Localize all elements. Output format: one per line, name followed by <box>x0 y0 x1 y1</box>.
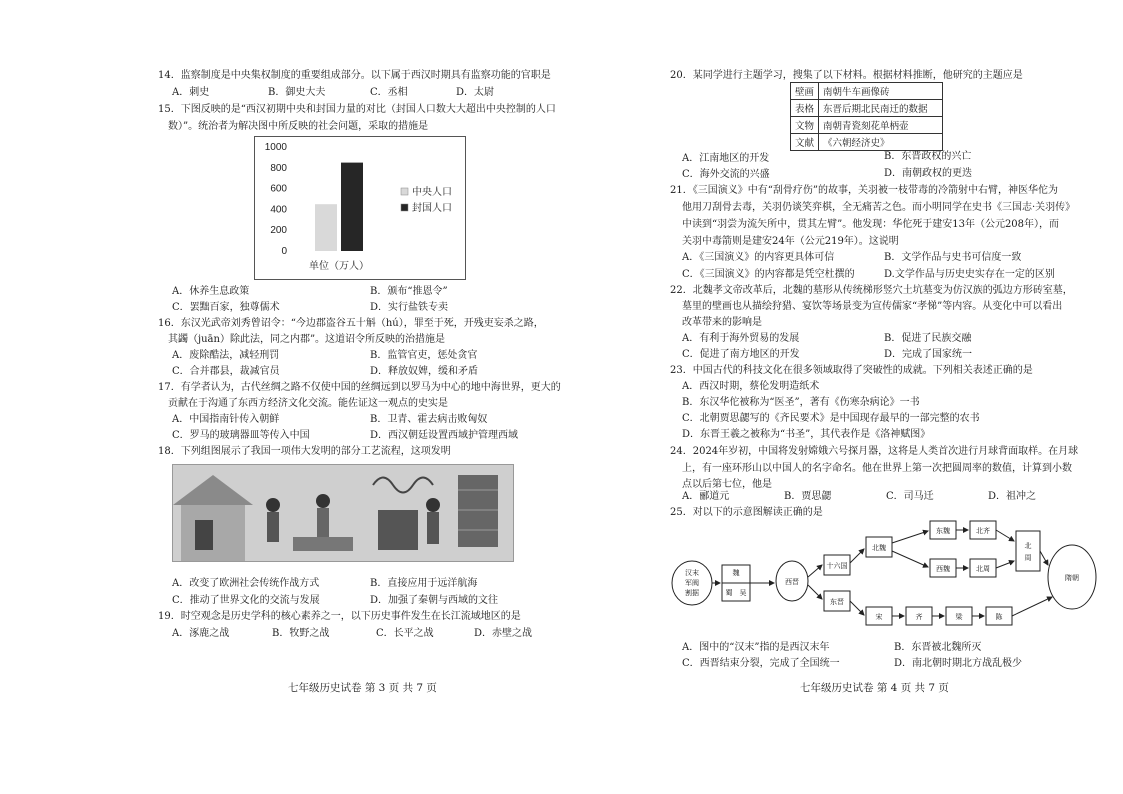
q22-stem-line2: 墓里的壁画也从描绘狩猎、宴饮等场景变为宣传儒家“孝悌”等内容。从变化中可以看出 <box>682 301 1063 312</box>
q16-option-b[interactable]: B．监管官吏，惩处贪官 <box>370 350 478 361</box>
q19-option-a[interactable]: A．涿鹿之战 <box>172 628 230 639</box>
node-beizhou2-label-1: 北 <box>1024 542 1032 550</box>
dynasty-flow-diagram <box>670 515 1100 635</box>
right-page <box>560 0 1123 794</box>
right-page-footer: 七年级历史试卷 第 4 页 共 7 页 <box>800 682 949 694</box>
table-cell: 文物 <box>791 117 819 134</box>
table-cell: 南朝青瓷刻花单柄壶 <box>819 117 943 134</box>
q15-stem-line2: 数）”。统治者为解决图中所反映的社会问题，采取的措施是 <box>168 121 429 132</box>
table-row <box>791 100 943 117</box>
q24-stem-line3: 点以后第七位，他是 <box>682 479 772 490</box>
table-row <box>791 134 943 151</box>
q16-option-a[interactable]: A．废除酷法，减轻刑罚 <box>172 350 280 361</box>
q21-option-b[interactable]: B．文学作品与史书可信度一致 <box>884 252 1022 263</box>
left-page <box>0 0 560 794</box>
papermaking-drawing <box>173 465 513 561</box>
q23-option-b[interactable]: B．东汉华佗被称为“医圣”，著有《伤寒杂病论》一书 <box>682 397 920 408</box>
node-dongwei-label: 东魏 <box>936 527 950 535</box>
bar-central-population <box>315 204 337 251</box>
q15-option-b[interactable]: B．颁布“推恩令” <box>370 286 448 297</box>
node-beiqi-label: 北齐 <box>976 527 990 535</box>
q21-stem-line3: 中读到“羽尝为流矢所中，贯其左臂”。他发现：华佗死于建安13年（公元208年），而 <box>682 219 1060 230</box>
q21-option-d[interactable]: D.文学作品与历史史实存在一定的区别 <box>884 269 1055 280</box>
q24-option-c[interactable]: C．司马迁 <box>886 491 934 502</box>
y-tick-label: 0 <box>281 246 287 257</box>
table-cell: 《六朝经济史》 <box>819 134 943 151</box>
node-wei-label: 魏 <box>732 569 740 577</box>
q18-option-a[interactable]: A．改变了欧洲社会传统作战方式 <box>172 578 320 589</box>
q23-option-a[interactable]: A．西汉时期，蔡伦发明造纸术 <box>682 381 820 392</box>
q20-option-d[interactable]: D．南朝政权的更迭 <box>884 168 973 179</box>
q24-option-a[interactable]: A．郦道元 <box>682 491 730 502</box>
q24-stem-line2: 上，有一座环形山以中国人的名字命名。他在世界上第一次把圆周率的数值，计算到小数 <box>682 463 1072 474</box>
chart-svg <box>255 137 465 279</box>
q20-stem: 20．某同学进行主题学习，搜集了以下材料。根据材料推断，他研究的主题应是 <box>670 70 1023 81</box>
q17-option-d[interactable]: D．西汉朝廷设置西域护管理西域 <box>370 430 519 441</box>
legend-label: 中央人口 <box>412 187 452 198</box>
node-shiliuguo-label: 十六国 <box>826 562 848 570</box>
q17-option-c[interactable]: C．罗马的玻璃器皿等传入中国 <box>172 430 310 441</box>
q16-stem-line1: 16．东汉光武帝刘秀曾诏令：“今边郡盗谷五十斛（hú），罪至于死，开残吏妄杀之路， <box>158 318 544 329</box>
bar-fief-population <box>341 163 363 251</box>
q17-stem-line1: 17．有学者认为，古代丝绸之路不仅使中国的丝绸远到以罗马为中心的地中海世界，更大的 <box>158 382 561 393</box>
q23-option-d[interactable]: D．东晋王羲之被称为“书圣”，其代表作是《洛神赋图》 <box>682 429 931 440</box>
q14-stem: 14．监察制度是中央集权制度的重要组成部分。以下属于西汉时期具有监察功能的官职是 <box>158 70 551 81</box>
q22-option-a[interactable]: A．有利于海外贸易的发展 <box>682 333 800 344</box>
q25-option-c[interactable]: C．西晋结束分裂，完成了全国统一 <box>682 658 840 669</box>
q19-option-b[interactable]: B．牧野之战 <box>272 628 330 639</box>
table-cell: 南朝牛车画像砖 <box>819 83 943 100</box>
node-xijin-label: 西晋 <box>785 578 799 586</box>
q18-option-c[interactable]: C．推动了世界文化的交流与发展 <box>172 595 320 606</box>
q22-option-d[interactable]: D．完成了国家统一 <box>884 349 973 360</box>
q14-option-c[interactable]: C．丞相 <box>370 87 408 98</box>
node-beizhou2-shape <box>1016 531 1040 571</box>
y-tick-label: 600 <box>270 183 287 195</box>
q14-option-d[interactable]: D．太尉 <box>456 87 495 98</box>
table-cell: 壁画 <box>791 83 819 100</box>
papermaking-process-illustration <box>172 464 514 562</box>
q20-option-c[interactable]: C．海外交流的兴盛 <box>682 169 770 180</box>
q14-option-b[interactable]: B．御史大夫 <box>268 87 326 98</box>
y-tick-label: 800 <box>270 162 287 174</box>
q18-stem: 18．下列组图展示了我国一项伟大发明的部分工艺流程，这项发明 <box>158 446 451 457</box>
legend-swatch <box>401 204 408 211</box>
q22-option-c[interactable]: C．促进了南方地区的开发 <box>682 349 800 360</box>
q24-option-d[interactable]: D．祖冲之 <box>988 491 1037 502</box>
q23-option-c[interactable]: C．北朝贾思勰写的《齐民要术》是中国现存最早的一部完整的农书 <box>682 413 980 424</box>
q15-option-c[interactable]: C．罢黜百家，独尊儒术 <box>172 302 280 313</box>
q15-option-d[interactable]: D．实行盐铁专卖 <box>370 302 449 313</box>
node-dongjin-label: 东晋 <box>830 598 844 606</box>
y-tick-label: 1000 <box>264 142 287 153</box>
node-start-label-1: 汉末 <box>685 569 699 577</box>
population-bar-chart <box>254 136 466 280</box>
left-page-footer: 七年级历史试卷 第 3 页 共 7 页 <box>288 682 437 694</box>
q17-option-b[interactable]: B．卫青、霍去病击败匈奴 <box>370 414 488 425</box>
q22-stem-line3: 改革带来的影响是 <box>682 317 762 328</box>
q21-stem-line4: 关羽中毒箭则是建安24年（公元219年）。这说明 <box>682 236 899 247</box>
node-beiwei-label: 北魏 <box>872 544 886 552</box>
q20-materials-table <box>790 82 943 151</box>
node-start-label-2: 军阀 <box>685 579 699 587</box>
q25-option-a[interactable]: A．图中的“汉末”指的是西汉末年 <box>682 642 830 653</box>
q21-stem-line2: 他用刀刮骨去毒，关羽仍谈笑弈棋，全无痛苦之色。而小明同学在史书《三国志·关羽传》 <box>682 202 1076 213</box>
node-wu-label: 吴 <box>739 589 747 597</box>
table-cell: 文献 <box>791 134 819 151</box>
node-start-label-3: 割据 <box>685 589 699 597</box>
q17-option-a[interactable]: A．中国指南针传入朝鲜 <box>172 414 280 425</box>
node-liang-label: 梁 <box>955 613 963 621</box>
x-axis-label: 单位（万人） <box>309 261 369 272</box>
node-shu-label: 蜀 <box>725 589 733 597</box>
q24-option-b[interactable]: B．贾思勰 <box>784 491 832 502</box>
q18-option-b[interactable]: B．直接应用于远洋航海 <box>370 578 478 589</box>
node-xiwei-label: 西魏 <box>936 565 950 573</box>
q16-option-c[interactable]: C．合并郡县，裁减官员 <box>172 366 280 377</box>
q20-option-b[interactable]: B．东晋政权的兴亡 <box>884 151 972 162</box>
node-sui-label: 隋朝 <box>1065 574 1079 582</box>
q14-option-a[interactable]: A．刺史 <box>172 87 210 98</box>
table-row <box>791 117 943 134</box>
q19-stem: 19．时空观念是历史学科的核心素养之一，以下历史事件发生在长江流域地区的是 <box>158 611 521 622</box>
node-qi-label: 齐 <box>915 613 923 621</box>
q18-option-d[interactable]: D．加强了秦朝与西域的文往 <box>370 595 499 606</box>
node-chen-label: 陈 <box>995 613 1003 621</box>
node-beizhou-label: 北周 <box>976 565 990 573</box>
q22-stem-line1: 22．北魏孝文帝改革后，北魏的墓形从传统梯形竖穴土坑墓变为仿汉族的弧边方形砖室墓， <box>670 285 1073 296</box>
q21-stem-line1: 21．《三国演义》中有“刮骨疗伤”的故事，关羽被一枝带毒的冷箭射中右臂，神医华佗为 <box>670 185 1058 196</box>
q17-stem-line2: 贡献在于沟通了东西方经济文化交流。能佐证这一观点的史实是 <box>168 398 448 409</box>
node-beizhou2-label-2: 周 <box>1024 554 1032 562</box>
q15-option-a[interactable]: A．休养生息政策 <box>172 286 250 297</box>
legend-label: 封国人口 <box>412 203 452 214</box>
q24-stem-line1: 24．2024年岁初，中国将发射嫦娥六号探月器，这将是人类首次进行月球背面取样。在月球 <box>670 446 1079 457</box>
table-cell: 表格 <box>791 100 819 117</box>
q16-stem-line2: 其蠲（juān）除此法，同之内郡”。这道诏令所反映的治措施是 <box>168 334 446 345</box>
q15-stem-line1: 15．下图反映的是“西汉初期中央和封国力量的对比（封国人口数大大超出中央控制的人口 <box>158 104 556 115</box>
q25-option-d[interactable]: D．南北朝时期北方战乱极少 <box>894 658 1023 669</box>
table-row <box>791 83 943 100</box>
q16-option-d[interactable]: D．释放奴婢，缓和矛盾 <box>370 366 479 377</box>
q22-option-b[interactable]: B．促进了民族交融 <box>884 333 972 344</box>
y-tick-label: 200 <box>270 225 287 237</box>
q20-option-a[interactable]: A．江南地区的开发 <box>682 153 770 164</box>
q25-stem: 25．对以下的示意图解读正确的是 <box>670 507 823 518</box>
q25-option-b[interactable]: B．东晋被北魏所灭 <box>894 642 982 653</box>
q21-option-c[interactable]: C．《三国演义》的内容都是凭空杜撰的 <box>682 269 855 280</box>
legend-swatch <box>401 188 408 195</box>
table-cell: 东晋后期北民南迁的数据 <box>819 100 943 117</box>
node-song-label: 宋 <box>875 613 883 621</box>
q23-stem: 23．中国古代的科技文化在很多领域取得了突破性的成就。下列相关表述正确的是 <box>670 365 1033 376</box>
q21-option-a[interactable]: A．《三国演义》的内容更具体可信 <box>682 252 835 263</box>
q19-option-c[interactable]: C．长平之战 <box>376 628 434 639</box>
q19-option-d[interactable]: D．赤壁之战 <box>474 628 533 639</box>
y-tick-label: 400 <box>270 204 287 216</box>
